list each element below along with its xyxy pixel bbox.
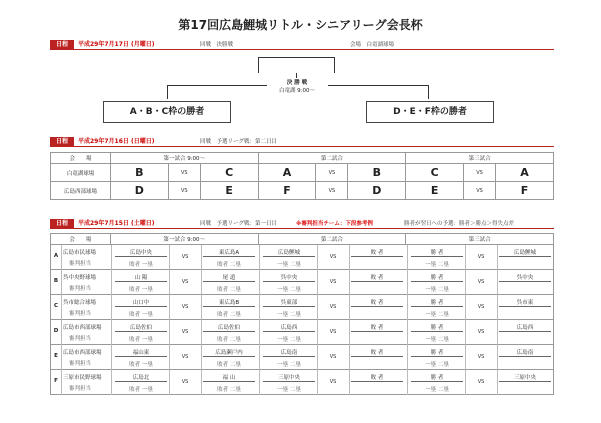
cell-divider: [259, 270, 260, 295]
vs-label: VS: [181, 354, 189, 360]
team-cell: A: [496, 164, 554, 182]
cell-divider: [497, 370, 498, 395]
team-name: 山口中: [115, 298, 167, 307]
group-letter: D: [53, 328, 59, 334]
round-label: 回戦 予選リーグ戦：第二日目: [200, 139, 278, 145]
cell-divider: [61, 295, 62, 320]
table-header: [51, 234, 554, 245]
venue-cell: 三原市民野球場: [63, 375, 102, 381]
team-name: 広島鯉城: [499, 248, 551, 257]
team-name: 勝 者: [411, 348, 463, 357]
team-name: 広島南: [499, 348, 551, 357]
vs-label: VS: [477, 379, 485, 385]
cell-divider: [407, 245, 408, 270]
referee-slot: 一塁 二塁: [277, 287, 301, 293]
table-row: [50, 245, 554, 270]
referee-slot: 敗者 一塁: [129, 262, 153, 268]
team-cell: E: [406, 182, 464, 200]
group-letter: F: [54, 378, 58, 384]
cell-divider: [201, 295, 202, 320]
venue-cell: 白竜湖球場: [51, 164, 111, 182]
cell-divider: [201, 270, 202, 295]
table-row: [50, 370, 554, 395]
team-name: 広島西: [499, 323, 551, 332]
right-winner-box: D・E・F枠の勝者: [366, 101, 494, 123]
cell-divider: [259, 370, 260, 395]
team-name: 敗 者: [351, 248, 403, 257]
cell-divider: [407, 270, 408, 295]
venue-cell: 広島市西部球場: [63, 325, 102, 331]
team-name: 福 山: [203, 373, 255, 382]
cell-divider: [349, 270, 350, 295]
cell-divider: [349, 370, 350, 395]
referee-slot: 敗者 二塁: [217, 287, 241, 293]
table-row: [50, 345, 554, 370]
team-name: 勝 者: [411, 298, 463, 307]
referee-slot: 敗者 二塁: [217, 312, 241, 318]
team-name: 福山東: [115, 348, 167, 357]
vs-label: VS: [329, 354, 337, 360]
team-name: 勝 者: [411, 373, 463, 382]
cell-divider: [497, 345, 498, 370]
cell-divider: [111, 370, 112, 395]
header-game3: 第三試合: [406, 153, 554, 164]
cell-divider: [497, 295, 498, 320]
referee-slot: 一塁 二塁: [277, 362, 301, 368]
team-name: 尾 道: [203, 273, 255, 282]
cell-divider: [497, 270, 498, 295]
referee-label: 審判担当: [69, 336, 92, 342]
vs-label: VS: [329, 254, 337, 260]
group-letter: B: [53, 278, 59, 284]
bracket-line: [428, 85, 429, 99]
section-tag: 日程: [50, 219, 74, 229]
cell-divider: [497, 320, 498, 345]
venue-cell: 広島市民球場: [63, 250, 97, 256]
day2-table: [50, 152, 554, 200]
team-cell: A: [258, 164, 316, 182]
bracket-line: [258, 57, 259, 73]
referee-slot: 敗者 二塁: [217, 262, 241, 268]
round-label: 回戦 予選リーグ戦：第一日目: [200, 221, 278, 227]
cell-divider: [201, 320, 202, 345]
team-name: 広島佐伯: [203, 323, 255, 332]
team-name: 広島佐伯: [115, 323, 167, 332]
team-name: 呉市東: [499, 298, 551, 307]
vs-label: VS: [477, 254, 485, 260]
cell-divider: [497, 245, 498, 270]
cell-divider: [407, 295, 408, 320]
venue-label: 会場 白竜湖球場: [350, 42, 395, 48]
cell-divider: [259, 245, 260, 270]
vs-label: VS: [181, 254, 189, 260]
team-cell: E: [200, 182, 258, 200]
header-game1: 第一試合 9:00～: [110, 234, 258, 245]
team-name: 敗 者: [351, 323, 403, 332]
vs-label: VS: [477, 304, 485, 310]
cell-divider: [61, 345, 62, 370]
table-header: [51, 153, 554, 164]
team-name: 三原中央: [499, 373, 551, 382]
cell-divider: [201, 245, 202, 270]
referee-note: ※審判担当チーム：下段参考例: [296, 221, 373, 227]
team-name: 敗 者: [351, 273, 403, 282]
referee-slot: 敗者 一塁: [129, 387, 153, 393]
team-name: 広島西: [263, 323, 315, 332]
header-game3: 第三試合: [406, 234, 554, 245]
round-label: 回戦 決勝戦: [200, 42, 234, 48]
team-name: 山 陽: [115, 273, 167, 282]
team-name: 三原中央: [263, 373, 315, 382]
header-venue: 会 場: [51, 234, 111, 245]
team-cell: F: [258, 182, 316, 200]
referee-label: 審判担当: [69, 361, 92, 367]
team-name: 呉中央: [499, 273, 551, 282]
team-name: 広島中央: [115, 248, 167, 257]
team-cell: C: [200, 164, 258, 182]
venue-cell: 呉市総合球場: [63, 300, 97, 306]
team-name: 東広島B: [203, 298, 255, 307]
team-name: 敗 者: [351, 348, 403, 357]
vs-label: VS: [477, 329, 485, 335]
referee-slot: 一塁 二塁: [425, 337, 449, 343]
header-game2: 第二試合: [258, 153, 406, 164]
group-letter: E: [54, 353, 58, 359]
team-cell: B: [110, 164, 168, 182]
section-final-header: [50, 40, 554, 50]
final-venue-time: 白竜湖 9:00～: [278, 88, 316, 94]
team-name: 広島鯉城: [263, 248, 315, 257]
bracket-line: [258, 57, 335, 58]
referee-slot: 敗者 二塁: [217, 362, 241, 368]
cell-divider: [259, 295, 260, 320]
team-name: 呉中央: [263, 273, 315, 282]
section-date: 平成29年7月16日 (日曜日): [78, 138, 155, 145]
final-label: 決 勝 戦: [286, 80, 308, 86]
section-tag: 日程: [50, 137, 74, 147]
cell-divider: [61, 320, 62, 345]
venue-cell: 広島市西部球場: [63, 350, 102, 356]
referee-slot: 一塁 二塁: [277, 262, 301, 268]
cell-divider: [407, 320, 408, 345]
referee-slot: 一塁 二塁: [425, 262, 449, 268]
vs-label: VS: [329, 329, 337, 335]
vs-label: VS: [464, 164, 496, 182]
day1-table: [50, 233, 554, 245]
section-tag: 日程: [50, 40, 74, 50]
group-letter: C: [53, 303, 59, 309]
section-day1-header: [50, 219, 554, 229]
referee-label: 審判担当: [69, 311, 92, 317]
referee-label: 審判担当: [69, 286, 92, 292]
vs-label: VS: [181, 379, 189, 385]
cell-divider: [61, 270, 62, 295]
team-name: 勝 者: [411, 273, 463, 282]
referee-slot: 一塁 二塁: [425, 387, 449, 393]
vs-label: VS: [316, 182, 348, 200]
bracket-line: [334, 57, 335, 73]
table-row: [50, 270, 554, 295]
referee-slot: 敗者 二塁: [217, 387, 241, 393]
table-row: [50, 295, 554, 320]
referee-slot: 一塁 二塁: [425, 287, 449, 293]
team-name: 勝 者: [411, 248, 463, 257]
referee-slot: 敗者 一塁: [129, 287, 153, 293]
cell-divider: [259, 345, 260, 370]
cell-divider: [111, 270, 112, 295]
cell-divider: [111, 295, 112, 320]
referee-slot: 一塁 二塁: [277, 312, 301, 318]
venue-cell: 広島西部球場: [51, 182, 111, 200]
section-date: 平成29年7月17日 (月曜日): [78, 41, 155, 48]
team-name: 東広島A: [203, 248, 255, 257]
team-name: 勝 者: [411, 323, 463, 332]
team-cell: F: [496, 182, 554, 200]
left-winner-box: A・B・C枠の勝者: [103, 101, 231, 123]
group-letter: A: [53, 253, 59, 259]
referee-slot: 敗者 一塁: [129, 337, 153, 343]
vs-label: VS: [168, 164, 200, 182]
team-cell: C: [406, 164, 464, 182]
vs-label: VS: [477, 279, 485, 285]
team-name: 敗 者: [351, 298, 403, 307]
referee-slot: 一塁 二塁: [425, 312, 449, 318]
cell-divider: [349, 320, 350, 345]
header-game1: 第一試合 9:00～: [110, 153, 258, 164]
section-date: 平成29年7月15日 (土曜日): [78, 220, 155, 227]
cell-divider: [61, 370, 62, 395]
vs-label: VS: [181, 279, 189, 285]
referee-slot: 一塁 二塁: [277, 387, 301, 393]
team-cell: D: [348, 182, 406, 200]
vs-label: VS: [316, 164, 348, 182]
cell-divider: [111, 320, 112, 345]
bracket-line: [167, 85, 267, 86]
page-title: 第17回広島鯉城リトル・シニアリーグ会長杯: [178, 18, 423, 32]
team-cell: D: [110, 182, 168, 200]
bracket-line: [167, 85, 168, 99]
vs-label: VS: [181, 329, 189, 335]
vs-label: VS: [464, 182, 496, 200]
referee-slot: 敗者 二塁: [217, 337, 241, 343]
bracket-line: [328, 85, 428, 86]
section-day2-header: [50, 137, 554, 147]
advance-note: 勝者が翌日への予選：勝者＞勝点＞得失点差: [404, 221, 515, 227]
cell-divider: [349, 245, 350, 270]
team-name: 呉東部: [263, 298, 315, 307]
team-name: 広島北: [115, 373, 167, 382]
cell-divider: [349, 295, 350, 320]
cell-divider: [111, 245, 112, 270]
team-cell: B: [348, 164, 406, 182]
vs-label: VS: [329, 279, 337, 285]
table-row: [50, 320, 554, 345]
cell-divider: [259, 320, 260, 345]
referee-slot: 敗者 一塁: [129, 312, 153, 318]
cell-divider: [111, 345, 112, 370]
team-name: 敗 者: [351, 373, 403, 382]
referee-label: 審判担当: [69, 261, 92, 267]
table-row: [51, 182, 554, 200]
cell-divider: [349, 345, 350, 370]
vs-label: VS: [329, 379, 337, 385]
vs-label: VS: [168, 182, 200, 200]
cell-divider: [61, 245, 62, 270]
vs-label: VS: [477, 354, 485, 360]
cell-divider: [201, 345, 202, 370]
header-venue: 会 場: [51, 153, 111, 164]
table-row: [51, 164, 554, 182]
referee-slot: 一塁 二塁: [277, 337, 301, 343]
header-game2: 第二試合: [258, 234, 406, 245]
venue-cell: 呉中央野球場: [63, 275, 97, 281]
vs-label: VS: [329, 304, 337, 310]
vs-label: VS: [181, 304, 189, 310]
referee-slot: 敗者 一塁: [129, 362, 153, 368]
team-name: 広島南: [263, 348, 315, 357]
team-name: 広島瀬戸内: [203, 348, 255, 357]
referee-label: 審判担当: [69, 386, 92, 392]
referee-slot: 一塁 二塁: [425, 362, 449, 368]
cell-divider: [407, 345, 408, 370]
cell-divider: [407, 370, 408, 395]
cell-divider: [201, 370, 202, 395]
